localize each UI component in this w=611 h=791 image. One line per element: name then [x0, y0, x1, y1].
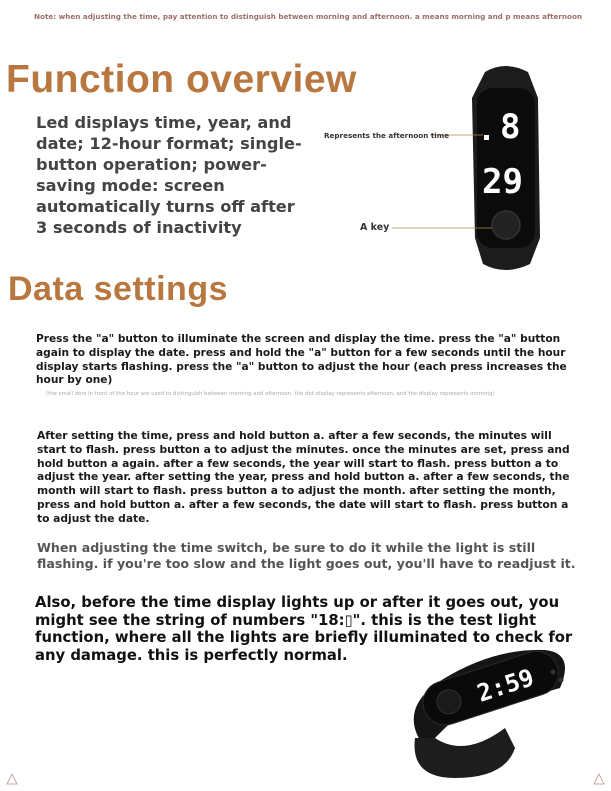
- watch-figure-bottom: [385, 628, 585, 786]
- section-title-function-overview: Function overview: [6, 58, 357, 101]
- corner-ornament-left: [6, 773, 18, 785]
- watch-figure-top: [300, 58, 560, 278]
- morning-afternoon-note: (the small dots in front of the hour are used to distinguish between morning and afternoon. the dot display represents afternoon, and the display represents morning): [46, 391, 495, 397]
- corner-ornament-right: [593, 773, 605, 785]
- instruction-paragraph-4: Also, before the time display lights up or after it goes out, you might see the string of numbers "18:▯". this is the test light function, where all the lights are briefly illuminated to check for any damage. this is perfectly normal.: [35, 594, 573, 664]
- top-note: Note: when adjusting the time, pay attention to distinguish between morning and afternoon. a means morning and p means afternoon: [34, 12, 583, 21]
- instruction-paragraph-3: When adjusting the time switch, be sure to do it while the light is still flashing. if you're too slow and the light goes out, you'll have to readjust it.: [37, 540, 576, 571]
- instruction-paragraph-1: Press the "a" button to illuminate the screen and display the time. press the "a" button again to display the date. press and hold the "a" button for a few seconds until the hour display starts flashing. press the "a" button to adjust the hour (each press increases the hour by one): [36, 333, 567, 387]
- instruction-paragraph-2: After setting the time, press and hold button a. after a few seconds, the minutes will start to flash. press button a to adjust the minutes. once the minutes are set, press and hold button a again. after a few seconds, the year will start to flash. press button a to adjust the year. after setting the year, press and hold button a. after a few seconds, the month will start to flash. press button a to adjust the month. after setting the month, press and hold button a. after a few seconds, the date will start to flash. press button a to adjust the date.: [37, 429, 570, 525]
- display-time-side: 2:59: [473, 663, 538, 708]
- strap-hole: [559, 678, 564, 683]
- afternoon-dot: [484, 135, 489, 140]
- display-minutes: 29: [482, 162, 523, 202]
- section-title-data-settings: Data settings: [8, 270, 228, 308]
- a-key-button: [492, 211, 520, 239]
- label-afternoon-time: Represents the afternoon time: [324, 131, 450, 140]
- display-hour: 8: [500, 107, 521, 147]
- label-a-key: A key: [360, 222, 390, 233]
- strap-hole: [551, 670, 556, 675]
- intro-text: Led displays time, year, and date; 12-hour format; single-button operation; power-saving mode: screen automatically turns off after 3 seconds of inactivity: [36, 113, 302, 237]
